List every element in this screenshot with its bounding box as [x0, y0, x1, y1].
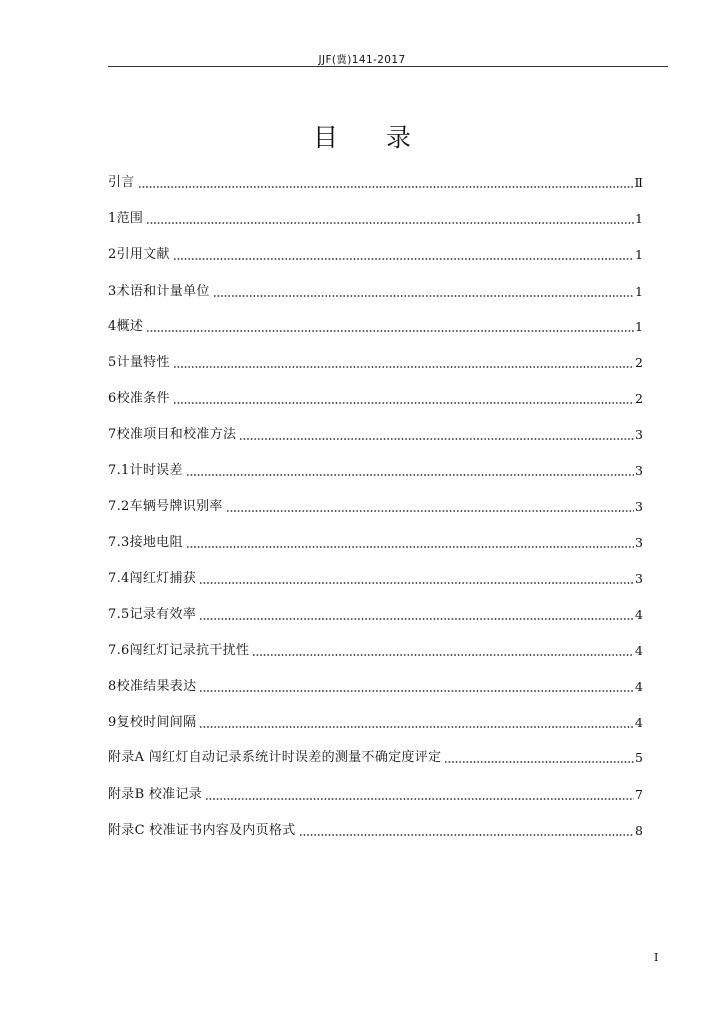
- toc-entry-label: 7.5记录有效率: [108, 607, 197, 622]
- toc-entry[interactable]: [108, 820, 643, 840]
- leader-dots: [205, 798, 634, 800]
- toc-entry-label: 4概述: [108, 319, 144, 334]
- toc-entry-label: 1范围: [108, 211, 144, 226]
- page-title: 目录: [312, 123, 459, 152]
- toc-entry-label: 5计量特性: [108, 355, 170, 370]
- leader-dots: [444, 761, 634, 763]
- toc-entry-label: 3术语和计量单位: [108, 284, 210, 299]
- toc-entry[interactable]: [108, 747, 643, 767]
- leader-dots: [186, 474, 634, 476]
- toc-entry[interactable]: [108, 640, 643, 660]
- toc-entry-page: 3: [635, 499, 643, 514]
- toc-entry-label: 6校准条件: [108, 391, 170, 406]
- toc-entry[interactable]: [108, 604, 643, 624]
- toc-entry-page: 7: [635, 787, 643, 802]
- toc-entry-page: 4: [635, 715, 643, 730]
- leader-dots: [299, 834, 634, 836]
- toc-entry-label: 8校准结果表达: [108, 679, 197, 694]
- toc-entry[interactable]: [108, 208, 643, 228]
- toc-entry[interactable]: [108, 316, 643, 336]
- leader-dots: [186, 546, 634, 548]
- leader-dots: [173, 258, 634, 260]
- toc-entry-page: 1: [635, 247, 643, 262]
- leader-dots: [199, 690, 634, 692]
- toc-entry-page: 4: [635, 607, 643, 622]
- toc-entry[interactable]: [108, 281, 643, 301]
- toc-entry[interactable]: [108, 712, 643, 732]
- toc-entry-page: 4: [635, 643, 643, 658]
- toc-entry[interactable]: [108, 244, 643, 264]
- leader-dots: [146, 330, 634, 332]
- toc-entry[interactable]: [108, 172, 643, 192]
- leader-dots: [146, 222, 634, 224]
- leader-dots: [138, 186, 634, 188]
- toc-entry[interactable]: [108, 568, 643, 588]
- toc-entry-label: 7.6闯红灯记录抗干扰性: [108, 643, 250, 658]
- leader-dots: [173, 402, 634, 404]
- toc-entry-page: 1: [635, 284, 643, 299]
- toc-entry-page: 3: [635, 535, 643, 550]
- leader-dots: [239, 438, 634, 440]
- toc-entry-label: 引言: [108, 175, 135, 190]
- leader-dots: [173, 366, 634, 368]
- page-number: I: [654, 951, 659, 964]
- toc-entry-label: 7.3接地电阻: [108, 535, 183, 550]
- toc-entry-label: 9复校时间间隔: [108, 715, 197, 730]
- toc-entry-label: 7.2车辆号牌识别率: [108, 499, 223, 514]
- toc-entry-page: 5: [635, 750, 643, 765]
- toc-entry[interactable]: [108, 532, 643, 552]
- document-code-header: JJF(冀)141-2017: [318, 54, 406, 66]
- toc-entry-page: 3: [635, 571, 643, 586]
- toc-entry-label: 附录C 校准证书内容及内页格式: [108, 823, 296, 838]
- toc-entry-label: 附录A 闯红灯自动记录系统计时误差的测量不确定度评定: [108, 750, 442, 765]
- leader-dots: [252, 654, 634, 656]
- leader-dots: [199, 618, 634, 620]
- toc-entry-label: 7校准项目和校准方法: [108, 427, 237, 442]
- toc-entry[interactable]: [108, 352, 643, 372]
- toc-entry-label: 7.4闯红灯捕获: [108, 571, 197, 586]
- toc-entry-page: 8: [635, 823, 643, 838]
- toc-entry-page: 3: [635, 427, 643, 442]
- toc-entry-page: 1: [635, 319, 643, 334]
- toc-entry[interactable]: [108, 496, 643, 516]
- toc-entry[interactable]: [108, 676, 643, 696]
- toc-entry-page: Ⅱ: [634, 175, 643, 190]
- leader-dots: [213, 295, 634, 297]
- toc-entry-label: 2引用文献: [108, 247, 170, 262]
- leader-dots: [199, 726, 634, 728]
- toc-entry[interactable]: [108, 784, 643, 804]
- toc-entry-page: 2: [635, 391, 643, 406]
- leader-dots: [226, 510, 634, 512]
- toc-entry-page: 4: [635, 679, 643, 694]
- header-rule: [108, 66, 668, 67]
- toc-entry-page: 1: [635, 211, 643, 226]
- toc-entry-label: 附录B 校准记录: [108, 787, 203, 802]
- toc-entry-page: 3: [635, 463, 643, 478]
- toc-entry[interactable]: [108, 424, 643, 444]
- leader-dots: [199, 582, 634, 584]
- toc-entry-label: 7.1计时误差: [108, 463, 183, 478]
- toc-entry-page: 2: [635, 355, 643, 370]
- toc-entry[interactable]: [108, 460, 643, 480]
- toc-entry[interactable]: [108, 388, 643, 408]
